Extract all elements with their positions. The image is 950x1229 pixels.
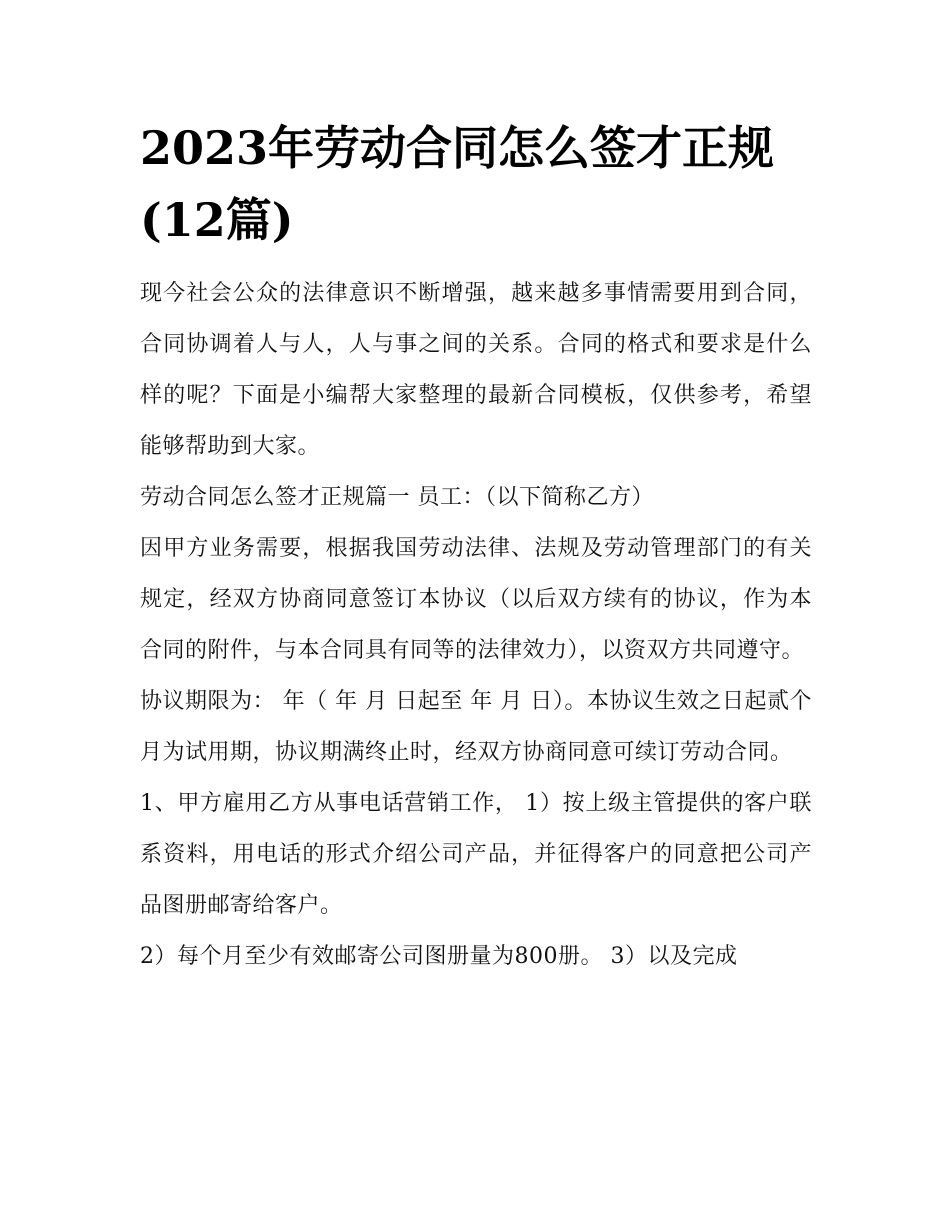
document-content [140,112,812,982]
document-body [140,268,812,982]
paragraph-section-heading: 劳动合同怎么签才正规篇一 员工：（以下简称乙方） [140,485,654,510]
paragraph-intro: 现今社会公众的法律意识不断增强，越来越多事情需要用到合同，合同协调着人与人，人与事之间的关系。合同的格式和要求是什么样的呢？下面是小编帮大家整理的最新合同模板，仅供参考，希望能够帮助到大家。 [140,281,812,459]
paragraph-clause-1: 1、甲方雇用乙方从事电话营销工作， 1）按上级主管提供的客户联系资料，用电话的形式介绍公司产品，并征得客户的同意把公司产品图册邮寄给客户。 [140,791,812,918]
paragraph-clause-2: 2）每个月至少有效邮寄公司图册量为800册。 3）以及完成 [140,944,738,969]
paragraph-term: 协议期限为： 年（ 年 月 日起至 年 月 日）。本协议生效之日起贰个月为试用期，协议期满终止时，经双方协商同意可续订劳动合同。 [140,689,812,765]
paragraph-purpose: 因甲方业务需要，根据我国劳动法律、法规及劳动管理部门的有关规定，经双方协商同意签订本协议（以后双方续有的协议，作为本合同的附件，与本合同具有同等的法律效力），以资双方共同遵守。 [140,536,812,663]
document-title: 2023年劳动合同怎么签才正规(12篇) [140,121,775,247]
